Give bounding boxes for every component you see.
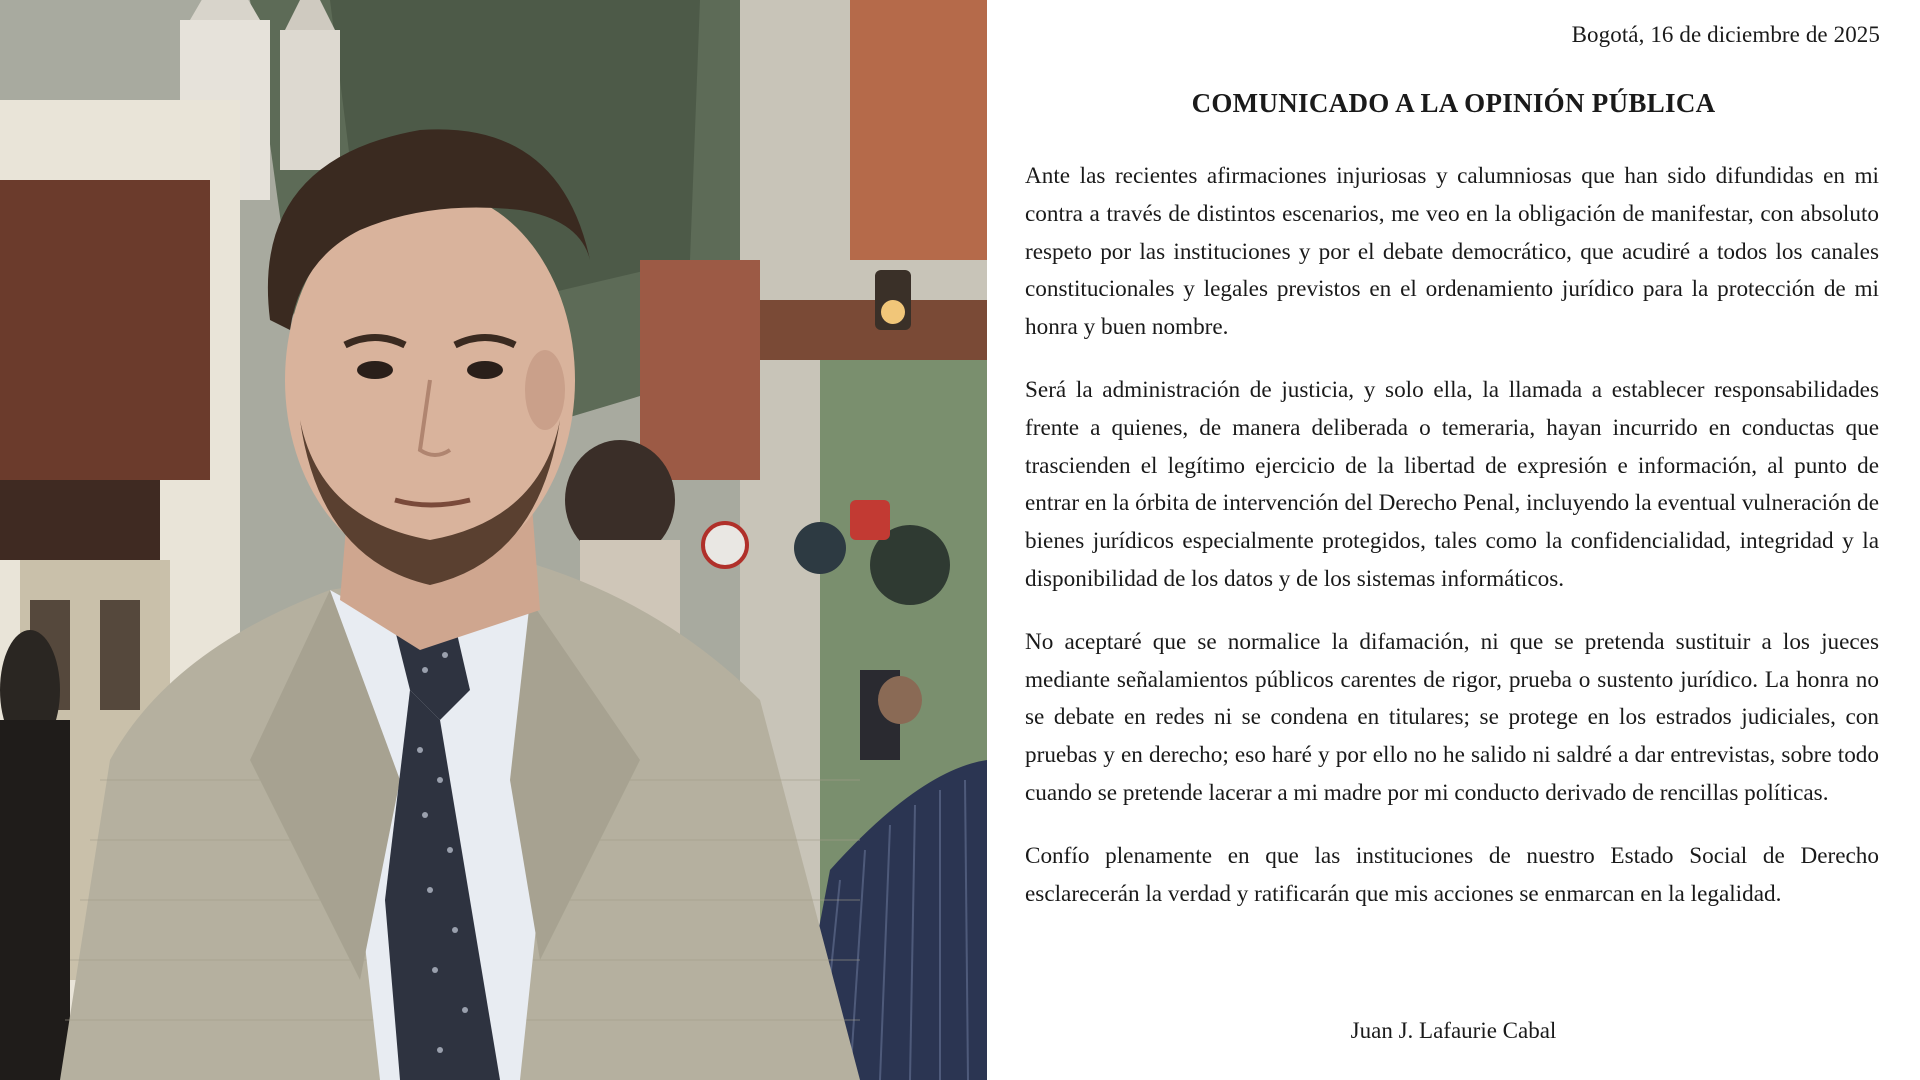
statement-paragraph: Será la administración de justicia, y solo ella, la llamada a establecer responsabilidades frente a quienes, de manera deliberada o temeraria, hayan incurrido en conductas que trascienden el legítimo ejercicio de la libertad de expresión e información, al punto de entrar en la órbita de intervención del Derecho Penal, incluyendo la eventual vulneración de bienes jurídicos especialmente protegidos, tales como la confidencialidad, integridad y la disponibilidad de los datos y de los sistemas informáticos. [1025,376,1879,592]
statement-paragraph: Confío plenamente en que las instituciones de nuestro Estado Social de Derecho esclarecerán la verdad y ratificarán que mis acciones se enmarcan en la legalidad. [1025,842,1879,907]
statement-body [1025,158,1879,938]
statement-paragraph: Ante las recientes afirmaciones injuriosas y calumniosas que han sido difundidas en mi contra a través de distintos escenarios, me veo en la obligación de manifestar, con absoluto respeto por las instituciones y por el debate democrático, que acudiré a todos los canales constitucionales y legales previstos en el ordenamiento jurídico para la protección de mi honra y buen nombre. [1025,163,1879,341]
press-statement [987,0,1920,1080]
statement-title: COMUNICADO A LA OPINIÓN PÚBLICA [1191,88,1716,118]
statement-signature: Juan J. Lafaurie Cabal [1350,1018,1557,1043]
statement-date: Bogotá, 16 de diciembre de 2025 [1571,22,1880,47]
statement-paragraph: No aceptaré que se normalice la difamación, ni que se pretenda sustituir a los jueces mediante señalamientos públicos carentes de rigor, prueba o sustento jurídico. La honra no se debate en redes ni se condena en titulares; se protege en los estrados judiciales, con pruebas y en derecho; eso haré y por ello no he salido ni saldré a dar entrevistas, sobre todo cuando se pretende lacerar a mi madre por mi conducto derivado de rencillas políticas. [1025,628,1879,806]
